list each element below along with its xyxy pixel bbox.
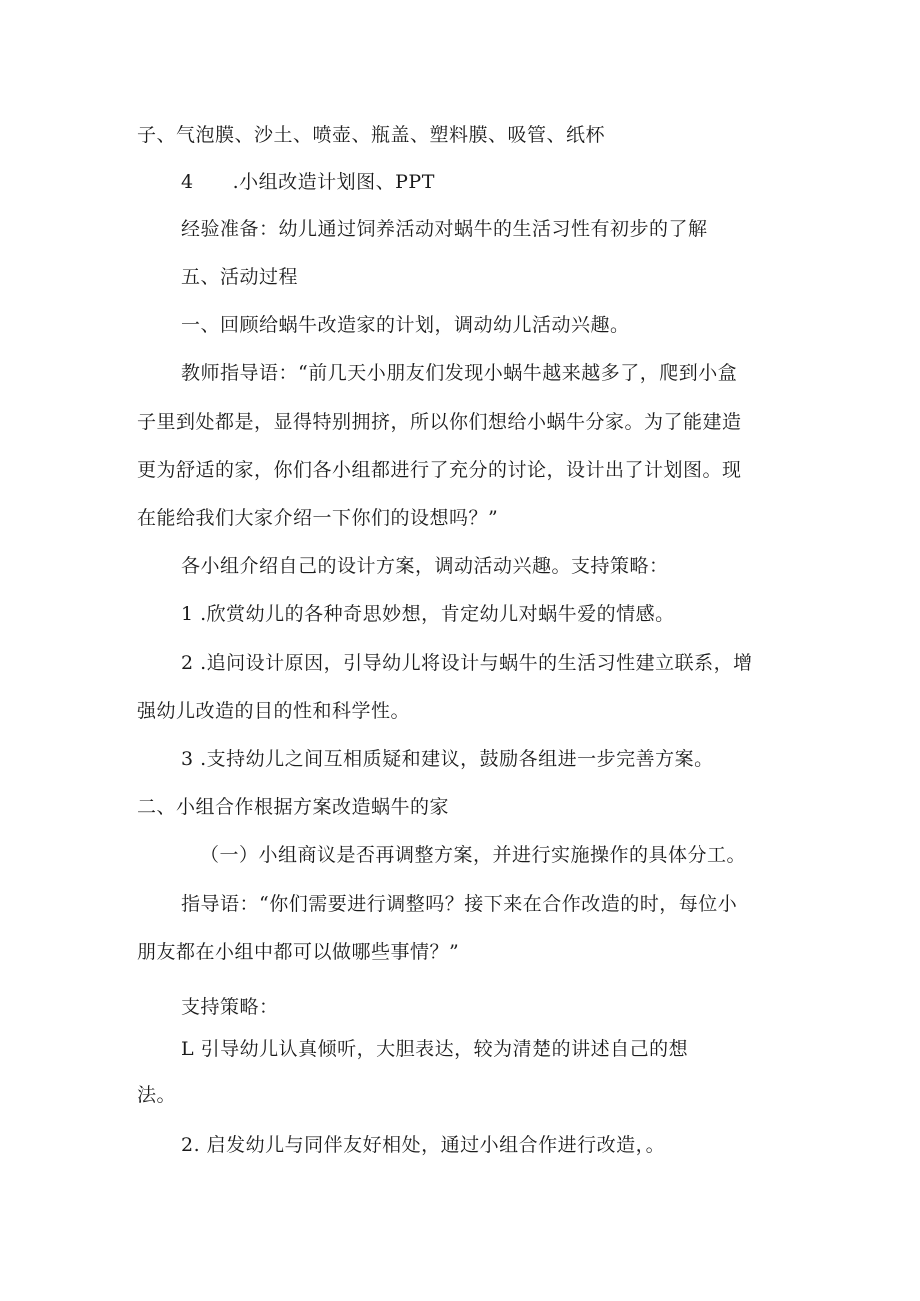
- text-line: 支持策略：: [181, 996, 279, 1018]
- text-line: 在能给我们大家介绍一下你们的设想吗？”: [137, 507, 499, 529]
- text-line: 子、气泡膜、沙土、喷壶、瓶盖、塑料膜、吸管、纸杯: [137, 124, 606, 146]
- list-item: 1 .欣赏幼儿的各种奇思妙想，肯定幼儿对蜗牛爱的情感。: [181, 603, 675, 625]
- subsection-heading: 一、回顾给蜗牛改造家的计划，调动幼儿活动兴趣。: [181, 314, 630, 336]
- text-line: 更为舒适的家，你们各小组都进行了充分的讨论，设计出了计划图。现: [137, 459, 742, 481]
- text-line: 4 .小组改造计划图、PPT: [181, 171, 435, 193]
- list-item: 3 .支持幼儿之间互相质疑和建议，鼓励各组进一步完善方案。: [181, 748, 714, 770]
- section-heading: 五、活动过程: [181, 266, 299, 288]
- text-line: 指导语：“你们需要进行调整吗？接下来在合作改造的时，每位小: [181, 893, 738, 915]
- text-line: 强幼儿改造的目的性和科学性。: [137, 700, 411, 722]
- text-line: 朋友都在小组中都可以做哪些事情？”: [137, 941, 460, 963]
- list-item: L 引导幼儿认真倾听，大胆表达，较为清楚的讲述自己的想: [181, 1038, 689, 1060]
- text-line: 各小组介绍自己的设计方案，调动活动兴趣。支持策略：: [181, 555, 669, 577]
- list-item: 2. 启发幼儿与同伴友好相处，通过小组合作进行改造，。: [181, 1134, 666, 1156]
- subsection-heading: 二、小组合作根据方案改造蜗牛的家: [137, 796, 450, 818]
- text-line: 经验准备：幼儿通过饲养活动对蜗牛的生活习性有初步的了解: [181, 218, 708, 240]
- list-item: 2 .追问设计原因，引导幼儿将设计与蜗牛的生活习性建立联系，增: [181, 652, 753, 674]
- text-line: （一）小组商议是否再调整方案，并进行实施操作的具体分工。: [200, 844, 747, 866]
- text-line: 法。: [137, 1084, 177, 1106]
- text-line: 教师指导语：“前几天小朋友们发现小蜗牛越来越多了，爬到小盒: [181, 362, 738, 384]
- text-line: 子里到处都是，显得特别拥挤，所以你们想给小蜗牛分家。为了能建造: [137, 411, 742, 433]
